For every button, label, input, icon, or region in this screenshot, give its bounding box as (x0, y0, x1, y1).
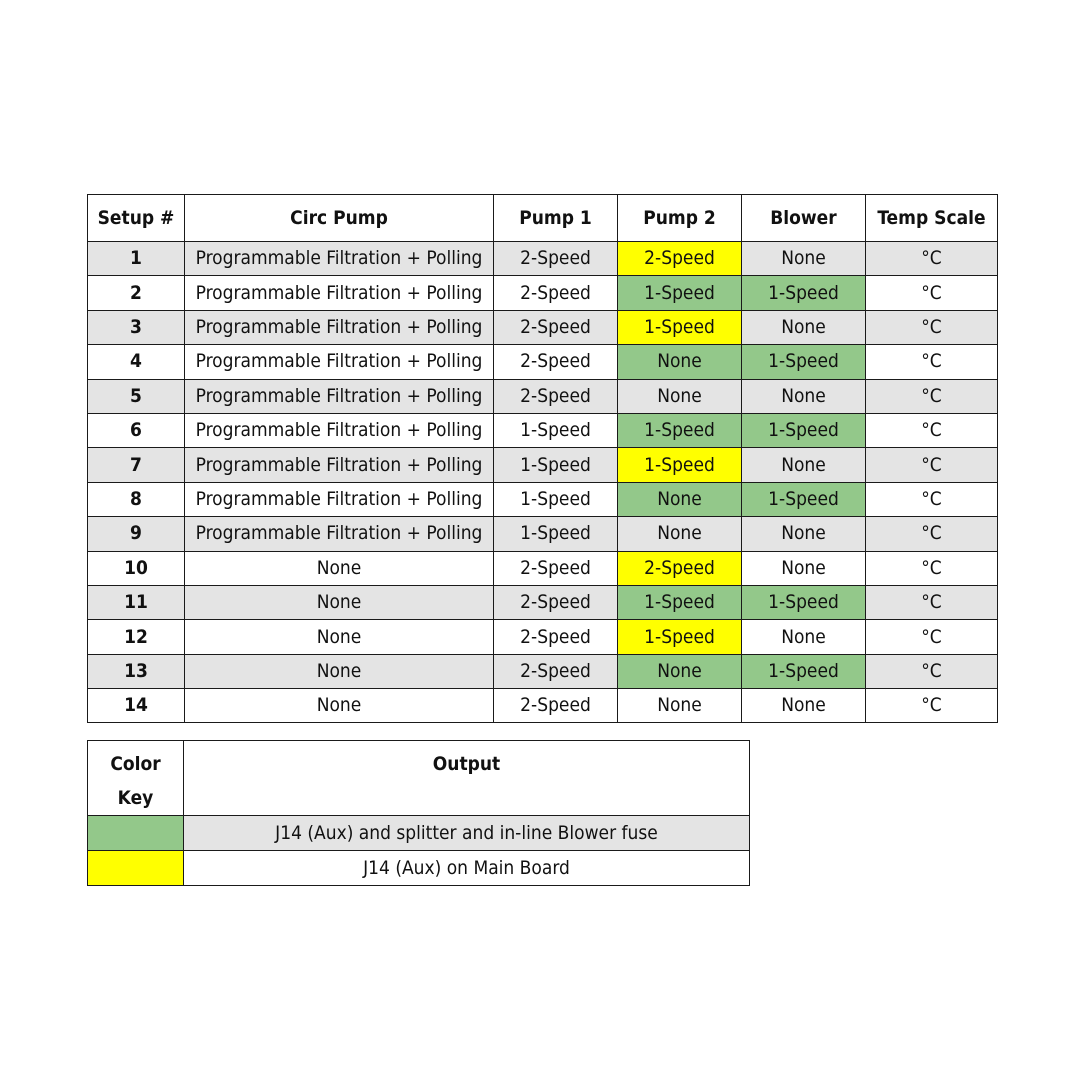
table-row (88, 413, 998, 447)
temp-scale-cell: °C (866, 276, 998, 310)
blower-cell: 1-Speed (742, 482, 866, 516)
temp-scale-cell: °C (866, 551, 998, 585)
blower-cell: None (742, 551, 866, 585)
temp-scale-cell: °C (866, 517, 998, 551)
pump-1-cell: 2-Speed (494, 345, 618, 379)
circ-pump-cell: Programmable Filtration + Polling (185, 517, 494, 551)
setup-number-cell: 14 (88, 689, 185, 723)
circ-pump-cell: Programmable Filtration + Polling (185, 242, 494, 276)
setup-number-cell: 13 (88, 654, 185, 688)
temp-scale-cell: °C (866, 242, 998, 276)
pump-1-cell: 2-Speed (494, 276, 618, 310)
table-row (88, 310, 998, 344)
setup-number-cell: 2 (88, 276, 185, 310)
pump-2-cell: 2-Speed (618, 551, 742, 585)
table-row (88, 585, 998, 619)
blower-cell: None (742, 310, 866, 344)
pump-1-cell: 2-Speed (494, 551, 618, 585)
setup-table-header-row (88, 195, 998, 242)
pump-2-cell: 1-Speed (618, 448, 742, 482)
color-swatch-green (88, 816, 184, 851)
setup-table (87, 194, 998, 723)
blower-cell: None (742, 379, 866, 413)
table-row (88, 482, 998, 516)
temp-scale-cell: °C (866, 620, 998, 654)
header-circ-pump: Circ Pump (185, 195, 494, 242)
setup-number-cell: 1 (88, 242, 185, 276)
pump-1-cell: 2-Speed (494, 585, 618, 619)
color-key-table (87, 740, 750, 886)
pump-1-cell: 1-Speed (494, 517, 618, 551)
circ-pump-cell: None (185, 654, 494, 688)
temp-scale-cell: °C (866, 654, 998, 688)
pump-2-cell: 1-Speed (618, 585, 742, 619)
temp-scale-cell: °C (866, 689, 998, 723)
pump-2-cell: 1-Speed (618, 413, 742, 447)
setup-table-body (88, 242, 998, 723)
circ-pump-cell: None (185, 551, 494, 585)
pump-2-cell: None (618, 482, 742, 516)
setup-number-cell: 6 (88, 413, 185, 447)
header-blower: Blower (742, 195, 866, 242)
pump-2-cell: None (618, 345, 742, 379)
header-color-key: Color Key (88, 741, 184, 816)
color-key-header-row (88, 741, 750, 816)
table-row (88, 242, 998, 276)
pump-2-cell: None (618, 689, 742, 723)
setup-number-cell: 4 (88, 345, 185, 379)
blower-cell: None (742, 448, 866, 482)
circ-pump-cell: Programmable Filtration + Polling (185, 413, 494, 447)
pump-2-cell: 2-Speed (618, 242, 742, 276)
pump-2-cell: 1-Speed (618, 310, 742, 344)
temp-scale-cell: °C (866, 310, 998, 344)
setup-number-cell: 12 (88, 620, 185, 654)
table-row (88, 551, 998, 585)
blower-cell: 1-Speed (742, 413, 866, 447)
pump-1-cell: 2-Speed (494, 620, 618, 654)
temp-scale-cell: °C (866, 448, 998, 482)
color-key-row (88, 816, 750, 851)
blower-cell: 1-Speed (742, 654, 866, 688)
circ-pump-cell: Programmable Filtration + Polling (185, 345, 494, 379)
pump-1-cell: 2-Speed (494, 242, 618, 276)
table-row (88, 620, 998, 654)
temp-scale-cell: °C (866, 482, 998, 516)
pump-2-cell: 1-Speed (618, 620, 742, 654)
circ-pump-cell: Programmable Filtration + Polling (185, 310, 494, 344)
blower-cell: None (742, 517, 866, 551)
table-row (88, 689, 998, 723)
temp-scale-cell: °C (866, 413, 998, 447)
table-row (88, 448, 998, 482)
pump-2-cell: 1-Speed (618, 276, 742, 310)
blower-cell: 1-Speed (742, 276, 866, 310)
temp-scale-cell: °C (866, 585, 998, 619)
output-cell: J14 (Aux) and splitter and in-line Blower fuse (184, 816, 750, 851)
pump-1-cell: 1-Speed (494, 448, 618, 482)
blower-cell: None (742, 242, 866, 276)
table-row (88, 276, 998, 310)
setup-number-cell: 11 (88, 585, 185, 619)
blower-cell: None (742, 620, 866, 654)
table-row (88, 654, 998, 688)
circ-pump-cell: Programmable Filtration + Polling (185, 276, 494, 310)
setup-number-cell: 8 (88, 482, 185, 516)
table-row (88, 379, 998, 413)
color-swatch-yellow (88, 851, 184, 886)
table-row (88, 345, 998, 379)
output-cell: J14 (Aux) on Main Board (184, 851, 750, 886)
header-output: Output (184, 741, 750, 816)
pump-1-cell: 2-Speed (494, 379, 618, 413)
pump-2-cell: None (618, 654, 742, 688)
circ-pump-cell: Programmable Filtration + Polling (185, 379, 494, 413)
circ-pump-cell: None (185, 620, 494, 654)
header-setup: Setup # (88, 195, 185, 242)
blower-cell: 1-Speed (742, 345, 866, 379)
circ-pump-cell: Programmable Filtration + Polling (185, 482, 494, 516)
setup-number-cell: 10 (88, 551, 185, 585)
circ-pump-cell: None (185, 585, 494, 619)
blower-cell: 1-Speed (742, 585, 866, 619)
color-key-body (88, 816, 750, 886)
setup-number-cell: 9 (88, 517, 185, 551)
header-pump-1: Pump 1 (494, 195, 618, 242)
circ-pump-cell: None (185, 689, 494, 723)
circ-pump-cell: Programmable Filtration + Polling (185, 448, 494, 482)
setup-number-cell: 5 (88, 379, 185, 413)
setup-number-cell: 7 (88, 448, 185, 482)
pump-1-cell: 2-Speed (494, 310, 618, 344)
pump-1-cell: 1-Speed (494, 413, 618, 447)
header-temp-scale: Temp Scale (866, 195, 998, 242)
setup-number-cell: 3 (88, 310, 185, 344)
temp-scale-cell: °C (866, 379, 998, 413)
pump-2-cell: None (618, 517, 742, 551)
pump-1-cell: 2-Speed (494, 689, 618, 723)
blower-cell: None (742, 689, 866, 723)
temp-scale-cell: °C (866, 345, 998, 379)
table-row (88, 517, 998, 551)
pump-1-cell: 1-Speed (494, 482, 618, 516)
pump-2-cell: None (618, 379, 742, 413)
header-pump-2: Pump 2 (618, 195, 742, 242)
pump-1-cell: 2-Speed (494, 654, 618, 688)
color-key-row (88, 851, 750, 886)
